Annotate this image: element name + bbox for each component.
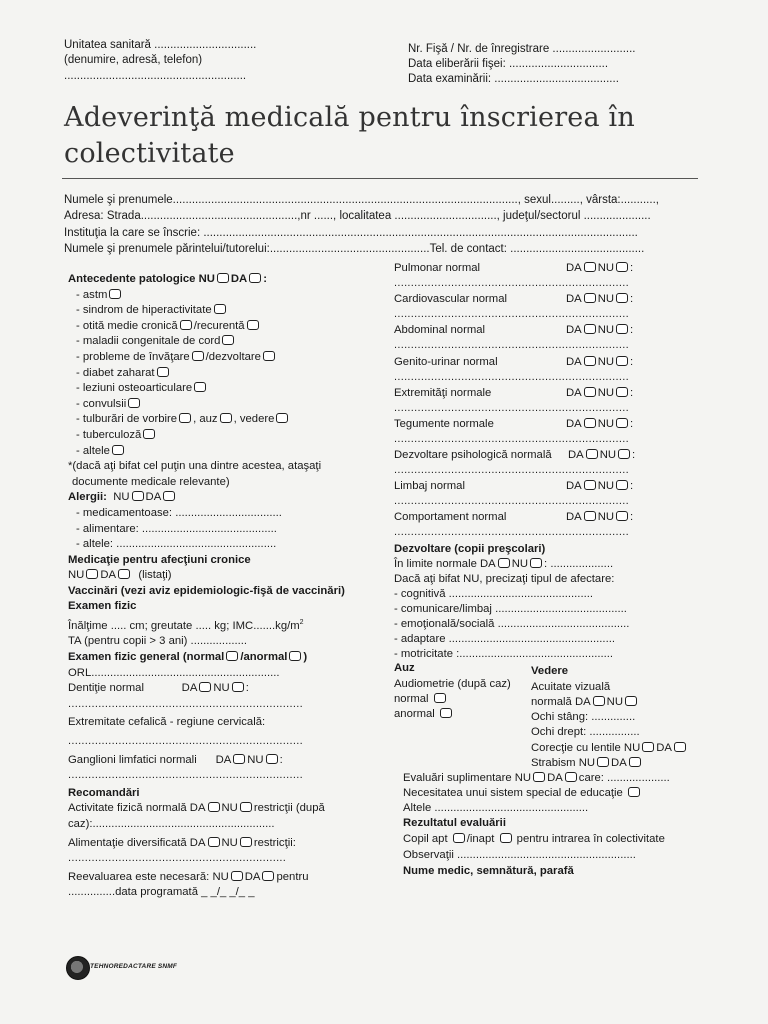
corectie-nu-checkbox[interactable] [642, 742, 654, 752]
evaluari-nu-checkbox[interactable] [533, 772, 545, 782]
title-line-2: colectivitate [64, 138, 235, 169]
adaptare-row[interactable]: - adaptare ..................................................... [394, 633, 615, 645]
acuitate-nu-checkbox[interactable] [625, 696, 637, 706]
otita-recurenta-checkbox[interactable] [247, 320, 259, 330]
ochi-drept-row[interactable]: Ochi drept: ................ [531, 726, 640, 738]
unit-dots: ......................................................... [64, 70, 247, 82]
system-3-nu-checkbox[interactable] [616, 324, 628, 334]
system-4-da-label: DA [566, 356, 582, 368]
antecedente-nu-checkbox[interactable] [217, 273, 229, 283]
activitate-nu-checkbox[interactable] [240, 802, 252, 812]
alergii-medicamentoase[interactable]: - medicamentoase: .................................. [76, 506, 282, 519]
necesitatea-row: Necesitatea unui sistem special de educaţie [403, 786, 642, 801]
data-programata-row[interactable]: ...............data programată _ _/_ _/_ _ [68, 886, 255, 899]
registration-number: Nr. Fişă / Nr. de înregistrare .......................... [408, 43, 636, 55]
system-9-colon: : [630, 511, 634, 523]
unit-subtitle: (denumire, adresă, telefon) [64, 54, 203, 66]
system-6-da-label: DA [566, 418, 582, 430]
system-4-nu-checkbox[interactable] [616, 356, 628, 366]
otita-cronica-checkbox[interactable] [180, 320, 192, 330]
activitate-da-checkbox[interactable] [208, 802, 220, 812]
system-1-colon: : [630, 262, 634, 274]
system-9-nu-label: NU [597, 511, 615, 523]
apt-checkbox[interactable] [453, 833, 465, 843]
corectie-row: Corecţie cu lentile NU DA [531, 741, 688, 756]
alimentatie-nu-checkbox[interactable] [240, 837, 252, 847]
inapt-checkbox[interactable] [500, 833, 512, 843]
item-cord: - maladii congenitale de cord [68, 334, 388, 350]
dezvoltare-checkbox[interactable] [263, 351, 275, 361]
item-diabet: - diabet zaharat [68, 366, 388, 382]
ochi-stang-row[interactable]: Ochi stâng: .............. [531, 711, 636, 723]
strabism-da-checkbox[interactable] [629, 757, 641, 767]
system-8-label: Limbaj normal [394, 480, 465, 492]
alimentatie-da-checkbox[interactable] [208, 837, 220, 847]
system-7-row [394, 448, 635, 463]
system-3-da-checkbox[interactable] [584, 324, 596, 334]
tbc-checkbox[interactable] [143, 429, 155, 439]
item-astm: - astm [68, 288, 388, 304]
auz-heading: Auz [394, 662, 415, 674]
system-4-nu-label: NU [597, 356, 615, 368]
vorbire-checkbox[interactable] [179, 413, 191, 423]
system-9-label: Comportament normal [394, 511, 507, 523]
system-5-dots[interactable]: ...................................................................... [394, 402, 629, 414]
alimentatie-row: Alimentaţie diversificată DA NU restricţii: [68, 836, 296, 849]
inaltime-row[interactable]: Înălţime ..... cm; greutate ..... kg; $IMC.......kg/m^2$ [68, 619, 304, 632]
system-9-nu-checkbox[interactable] [616, 511, 628, 521]
diabet-checkbox[interactable] [157, 367, 169, 377]
acuitate-normala-row: normală DA NU [531, 695, 639, 710]
field-name[interactable]: Numele şi prenumele............................................................................................................, sexul........., vârsta:..........., [64, 194, 659, 206]
system-5-nu-checkbox[interactable] [616, 387, 628, 397]
system-1-da-checkbox[interactable] [584, 262, 596, 272]
antecedente-da-checkbox[interactable] [249, 273, 261, 283]
title-line-1: Adeverinţă medicală pentru înscrierea în [64, 102, 635, 133]
astm-checkbox[interactable] [109, 289, 121, 299]
dentitie-dots[interactable]: ...................................................................... [68, 697, 303, 710]
acuitate-da-checkbox[interactable] [593, 696, 605, 706]
logo-text: TEHNOREDACTARE SNMF [90, 963, 178, 970]
auz-anormal-row: anormal [394, 707, 454, 722]
system-2-label: Cardiovascular normal [394, 293, 508, 305]
system-1-nu-label: NU [597, 262, 615, 274]
dezvoltare-heading: Dezvoltare (copii preşcolari) [394, 543, 546, 555]
system-2-dots[interactable]: ...................................................................... [394, 308, 629, 320]
invatare-checkbox[interactable] [192, 351, 204, 361]
system-9-dots[interactable]: ...................................................................... [394, 526, 629, 538]
system-1-nu-checkbox[interactable] [616, 262, 628, 272]
evaluari-row: Evaluări suplimentare NU DA care: .................... [403, 772, 670, 784]
system-8-row [394, 479, 633, 494]
alergii-da-checkbox[interactable] [163, 491, 175, 501]
system-3-da-label: DA [566, 324, 582, 336]
system-6-row [394, 417, 633, 432]
snmf-logo-icon [66, 956, 90, 980]
system-5-da-label: DA [566, 387, 582, 399]
system-2-da-checkbox[interactable] [584, 293, 596, 303]
examen-normal-checkbox[interactable] [226, 651, 238, 661]
auz-normal-row: normal [394, 692, 448, 707]
alergii-row: Alergii: NU DA [68, 490, 388, 506]
dentitie-da-checkbox[interactable] [199, 682, 211, 692]
system-6-colon: : [630, 418, 634, 430]
observatii-row[interactable]: Observaţii ......................................................... [403, 849, 636, 861]
system-2-colon: : [630, 293, 634, 305]
system-8-da-checkbox[interactable] [584, 480, 596, 490]
system-3-dots[interactable]: ...................................................................... [394, 339, 629, 351]
item-otita: - otită medie cronică /recurentă [68, 319, 388, 335]
acuitate-label: Acuitate vizuală [531, 681, 611, 693]
comunicare-row[interactable]: - comunicare/limbaj .......................................... [394, 603, 627, 615]
system-4-dots[interactable]: ...................................................................... [394, 371, 629, 383]
system-7-label: Dezvoltare psihologică normală [394, 449, 552, 461]
item-altele: - altele [68, 444, 388, 460]
copil-apt-row: Copil apt /inapt pentru intrarea în colectivitate [403, 833, 665, 845]
ganglioni-row: Ganglioni limfatici normali DA NU : [68, 753, 283, 766]
item-hiperactivitate: - sindrom de hiperactivitate [68, 303, 388, 319]
recomandari-heading: Recomandări [68, 786, 140, 799]
system-7-da-checkbox[interactable] [586, 449, 598, 459]
unit-line: Unitatea sanitară ................................ [64, 39, 257, 51]
item-invatare: - probleme de învăţare /dezvoltare [68, 350, 388, 366]
extremitate-row: Extremitate cefalică - regiune cervicală: [68, 716, 266, 729]
system-8-nu-label: NU [597, 480, 615, 492]
nume-medic-row: Nume medic, semnătură, parafă [403, 865, 574, 877]
issue-date: Data eliberării fişei: ............................... [408, 58, 609, 70]
examen-anormal-checkbox[interactable] [289, 651, 301, 661]
system-1-da-label: DA [566, 262, 582, 274]
system-3-colon: : [630, 324, 634, 336]
altele-row[interactable]: Altele ................................................. [403, 802, 589, 814]
page-title [64, 100, 635, 172]
system-4-row [394, 355, 633, 370]
auz-anormal-checkbox[interactable] [440, 708, 452, 718]
auz-normal-checkbox[interactable] [434, 693, 446, 703]
altele-checkbox[interactable] [112, 445, 124, 455]
rezultatul-heading: Rezultatul evaluării [403, 817, 506, 829]
convulsii-checkbox[interactable] [128, 398, 140, 408]
system-5-da-checkbox[interactable] [584, 387, 596, 397]
system-6-dots[interactable]: ...................................................................... [394, 433, 629, 445]
system-6-nu-checkbox[interactable] [616, 418, 628, 428]
system-2-da-label: DA [566, 293, 582, 305]
system-7-dots[interactable]: ...................................................................... [394, 464, 629, 476]
system-7-colon: : [632, 449, 636, 461]
system-8-colon: : [630, 480, 634, 492]
system-8-nu-checkbox[interactable] [616, 480, 628, 490]
item-osteo: - leziuni osteoarticulare [68, 381, 388, 397]
title-divider [62, 178, 698, 179]
cord-checkbox[interactable] [222, 335, 234, 345]
dentitie-row: Dentiţie normal DA NU : [68, 682, 249, 695]
medicatie-heading: Medicaţie pentru afecţiuni cronice [68, 553, 251, 566]
cognitiva-row[interactable]: - cognitivă .............................................. [394, 588, 594, 600]
system-7-nu-checkbox[interactable] [618, 449, 630, 459]
system-3-nu-label: NU [597, 324, 615, 336]
system-9-row [394, 510, 633, 525]
alergii-nu-checkbox[interactable] [132, 491, 144, 501]
alergii-alimentare[interactable]: - alimentare: ........................................... [76, 522, 277, 535]
system-2-nu-checkbox[interactable] [616, 293, 628, 303]
system-8-dots[interactable]: ...................................................................... [394, 495, 629, 507]
medicatie-da-checkbox[interactable] [118, 569, 130, 579]
item-convulsii: - convulsii [68, 397, 388, 413]
motricitate-row[interactable]: - motricitate :................................................. [394, 648, 614, 660]
system-4-label: Genito-urinar normal [394, 356, 498, 368]
strabism-row: Strabism NU DA [531, 756, 643, 771]
activitate-caz-row[interactable]: caz):.......................................................... [68, 817, 275, 830]
ganglioni-nu-checkbox[interactable] [266, 754, 278, 764]
corectie-da-checkbox[interactable] [674, 742, 686, 752]
system-1-label: Pulmonar normal [394, 262, 481, 274]
system-1-row [394, 261, 633, 276]
vedere-heading: Vedere [531, 665, 569, 677]
system-7-da-label: DA [568, 449, 584, 461]
osteo-checkbox[interactable] [194, 382, 206, 392]
system-5-label: Extremităţi normale [394, 387, 492, 399]
medicatie-row: NU DA (listaţi) [68, 569, 172, 582]
note-line-1: *(dacă aţi bifat cel puţin una dintre acestea, ataşaţi [68, 460, 322, 473]
field-parent[interactable]: Numele şi prenumele părintelui/tutorelui:..................................................Tel. de contact: .......................................... [64, 243, 645, 255]
system-6-da-checkbox[interactable] [584, 418, 596, 428]
necesitatea-checkbox[interactable] [628, 787, 640, 797]
extremitate-dots[interactable]: ...................................................................... [68, 734, 303, 747]
system-7-nu-label: NU [599, 449, 617, 461]
system-9-da-checkbox[interactable] [584, 511, 596, 521]
system-3-label: Abdominal normal [394, 324, 486, 336]
limite-row: În limite normale DA NU : .................... [394, 558, 614, 570]
orl-row[interactable]: ORL............................................................ [68, 666, 280, 679]
alimentatie-dots[interactable]: ................................................................. [68, 852, 287, 865]
ganglioni-da-checkbox[interactable] [233, 754, 245, 764]
item-vorbire: - tulburări de vorbire , auz , vedere [68, 412, 388, 428]
system-6-label: Tegumente normale [394, 418, 494, 430]
reevaluare-da-checkbox[interactable] [262, 871, 274, 881]
hiperactivitate-checkbox[interactable] [214, 304, 226, 314]
system-8-da-label: DA [566, 480, 582, 492]
vedere-checkbox[interactable] [276, 413, 288, 423]
strabism-nu-checkbox[interactable] [597, 757, 609, 767]
limite-nu-checkbox[interactable] [530, 558, 542, 568]
system-5-colon: : [630, 387, 634, 399]
audiometrie-label: Audiometrie (după caz) [394, 678, 511, 690]
emotionala-row[interactable]: - emoţională/socială .......................................... [394, 618, 630, 630]
examen-fizic-heading: Examen fizic [68, 600, 137, 613]
exam-date: Data examinării: ....................................... [408, 73, 619, 85]
reevaluare-nu-checkbox[interactable] [231, 871, 243, 881]
reevaluare-row: Reevaluarea este necesară: NU DA pentru [68, 870, 309, 883]
daca-nu-row: Dacă aţi bifat NU, precizaţi tipul de afectare: [394, 573, 615, 585]
system-4-colon: : [630, 356, 634, 368]
medicatie-nu-checkbox[interactable] [86, 569, 98, 579]
limite-da-checkbox[interactable] [498, 558, 510, 568]
system-6-nu-label: NU [597, 418, 615, 430]
system-5-nu-label: NU [597, 387, 615, 399]
dentitie-nu-checkbox[interactable] [232, 682, 244, 692]
ganglioni-dots[interactable]: ...................................................................... [68, 769, 303, 782]
system-2-nu-label: NU [597, 293, 615, 305]
system-3-row [394, 323, 633, 338]
item-tbc: - tuberculoză [68, 428, 388, 444]
alergii-altele[interactable]: - altele: ................................................... [76, 538, 277, 551]
ta-row[interactable]: TA (pentru copii > 3 ani) .................. [68, 635, 248, 648]
system-5-row [394, 386, 633, 401]
system-1-dots[interactable]: ...................................................................... [394, 277, 629, 289]
antecedente-heading: Antecedente patologice NU DA : [68, 273, 267, 285]
evaluari-da-checkbox[interactable] [565, 772, 577, 782]
system-4-da-checkbox[interactable] [584, 356, 596, 366]
left-column [68, 272, 388, 901]
vaccinari-heading: Vaccinări (vezi aviz epidemiologic-fişă de vaccinări) [68, 584, 345, 597]
system-2-row [394, 292, 633, 307]
field-institution[interactable]: Instituţia la care se înscrie: ........................................................................................................................................ [64, 227, 638, 239]
auz-checkbox[interactable] [220, 413, 232, 423]
activitate-row: Activitate fizică normală DA NU restricţii (după [68, 802, 325, 815]
system-9-da-label: DA [566, 511, 582, 523]
examen-general-row: Examen fizic general (normal /anormal ) [68, 651, 308, 664]
note-line-2: documente medicale relevante) [72, 475, 230, 488]
field-address[interactable]: Adresa: Strada.................................................,nr ......, localitatea ................................, judeţul/sectorul ..................... [64, 210, 651, 222]
